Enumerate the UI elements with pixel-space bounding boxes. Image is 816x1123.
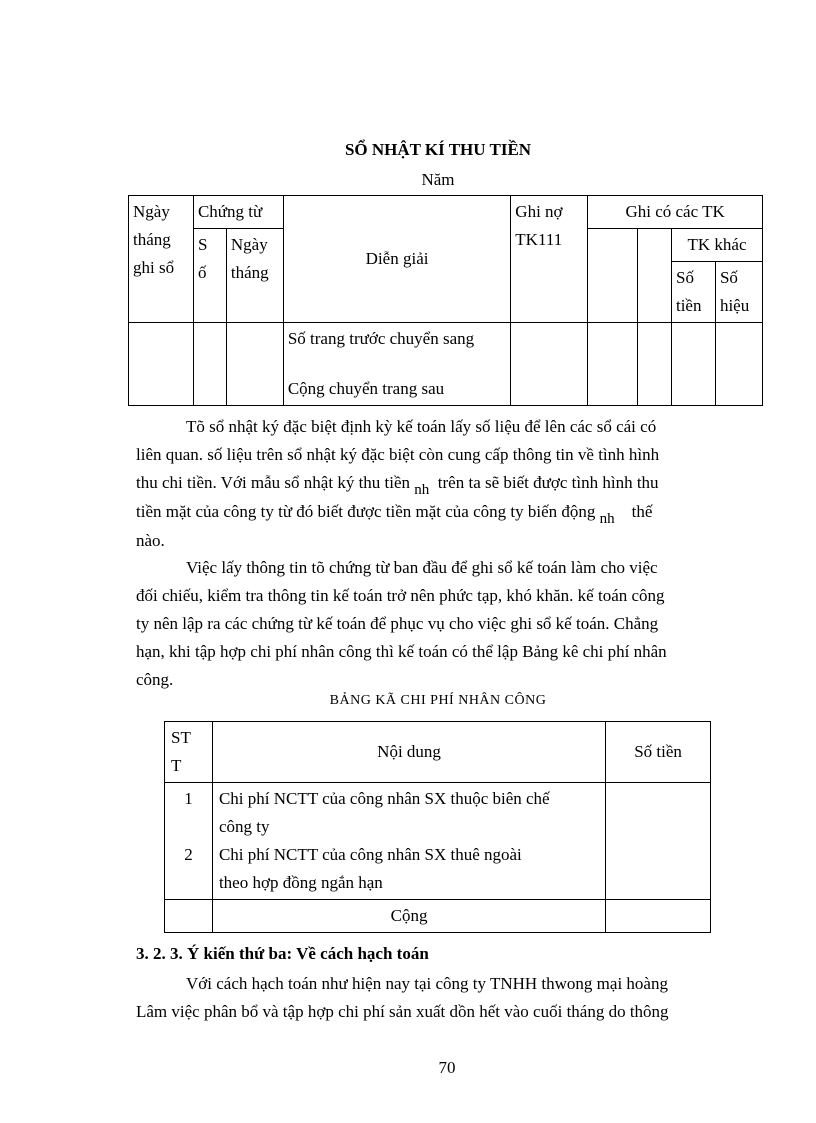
header-amount: Số tiền	[606, 722, 711, 783]
header-account-no: Số hiệu	[715, 262, 762, 323]
section-paragraph: Với cách hạch toán như hiện nay tại công ty TNHH thwong mại hoàng Lâm việc phân bổ và tập hợp chi phí sản xuất dồn hết vào cuối tháng do thông	[136, 974, 669, 1021]
section-heading: 3. 2. 3. Ý kiến thứ ba: Về cách hạch toán	[136, 944, 429, 963]
row-numbers: 1 2	[165, 783, 213, 900]
header-date: Ngày tháng ghi sổ	[129, 196, 194, 323]
header-stt: ST T	[165, 722, 213, 783]
journal-rows	[283, 323, 510, 406]
page-number: 70	[438, 1058, 456, 1077]
header-voucher-date: Ngày tháng	[226, 229, 283, 323]
header-voucher-no: S ố	[193, 229, 226, 323]
paragraph-2: Việc lấy thông tin tõ chứng từ ban đầu để ghi sổ kế toán làm cho việc đối chiếu, kiểm tra thông tin kế toán trở nên phức tạp, khó khăn. kế toán công ty nên lập ra các chứng từ kế toán để phục vụ cho việc ghi sổ kế toán. Chẳng hạn, khi tập hợp chi phí nhân công thì kế toán có thể lập Bảng kê chi phí nhân công.	[136, 558, 667, 689]
header-voucher: Chứng từ	[193, 196, 283, 229]
header-description: Diễn giải	[283, 196, 510, 323]
total-label: Cộng	[212, 900, 605, 933]
row-carried-next: Cộng chuyển trang sau	[287, 379, 445, 398]
labor-table-title: BẢNG KÃ CHI PHÍ NHÂN CÔNG	[329, 693, 547, 708]
cash-receipts-journal-table	[128, 195, 763, 406]
paragraph-1: Tõ sổ nhật ký đặc biệt định kỳ kế toán lấy số liệu để lên các sổ cái có liên quan. số liệu trên sổ nhật ký đặc biệt còn cung cấp thông tin về tình hình thu chi tiền. Với mẫu sổ nhật ký thu tiền nh trên ta sẽ biết được tình hình thu tiền mặt của công ty từ đó biết được tiền mặt của công ty biến động nh thế nào.	[136, 417, 660, 550]
header-content: Nội dung	[212, 722, 605, 783]
journal-title: SỔ NHẬT KÍ THU TIỀN	[344, 140, 532, 159]
header-other-tk: TK khác	[671, 229, 762, 262]
header-amount: Số tiền	[671, 262, 715, 323]
header-debit: Ghi nợ TK111	[511, 196, 588, 323]
journal-subtitle: Năm	[421, 170, 455, 189]
header-credit: Ghi có các TK	[588, 196, 763, 229]
labor-cost-table	[164, 721, 711, 933]
row-carried-forward: Số trang trước chuyển sang	[287, 329, 475, 348]
row-contents: Chi phí NCTT của công nhân SX thuộc biên chế công ty Chi phí NCTT của công nhân SX thuê ngoài theo hợp đồng ngắn hạn	[212, 783, 605, 900]
